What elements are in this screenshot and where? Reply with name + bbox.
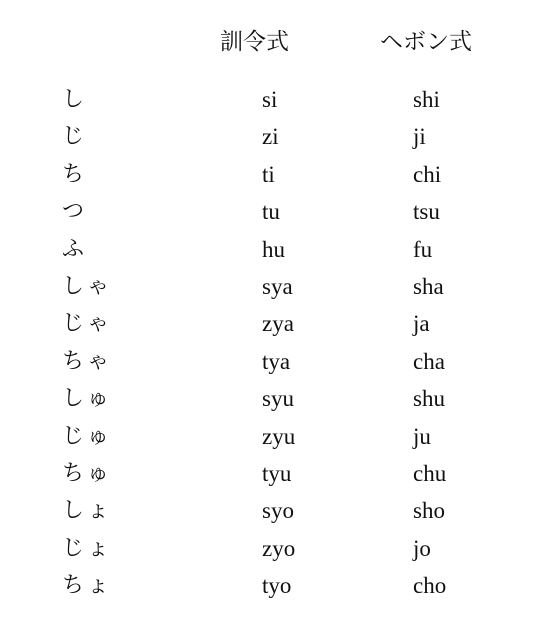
kana-cell: じゅ — [62, 423, 113, 449]
kunrei-cell: si — [262, 87, 278, 112]
hepburn-cell: chu — [413, 460, 447, 486]
hepburn-cell: jo — [413, 535, 431, 561]
hepburn-cell: ji — [413, 124, 426, 150]
hepburn-cell: fu — [413, 236, 433, 262]
kunrei-cell: ti — [262, 161, 275, 187]
hepburn-cell: cho — [413, 573, 447, 599]
table-row — [0, 305, 550, 342]
kana-cell: じゃ — [62, 311, 113, 337]
kana-cell: ちょ — [62, 573, 113, 599]
table-row — [0, 380, 550, 417]
kunrei-cell: tya — [262, 348, 291, 374]
hepburn-cell: cha — [413, 348, 445, 374]
kana-cell: しゅ — [62, 386, 113, 412]
kunrei-cell: zyo — [262, 535, 296, 561]
kana-cell: しょ — [62, 498, 113, 524]
kunrei-cell: tyo — [262, 573, 292, 599]
hepburn-column-header: ヘボン式 — [380, 29, 472, 54]
kana-cell: ふ — [62, 236, 88, 262]
table-row — [0, 231, 550, 268]
hepburn-cell: chi — [413, 161, 442, 187]
table-row — [0, 567, 550, 604]
table-row — [0, 492, 550, 529]
hepburn-cell: sha — [413, 273, 444, 299]
table-row — [0, 193, 550, 230]
kana-cell: じょ — [62, 535, 113, 561]
table-row — [0, 418, 550, 455]
kunrei-cell: hu — [262, 236, 285, 262]
table-row — [0, 268, 550, 305]
hepburn-cell: sho — [413, 498, 445, 524]
table-header — [0, 24, 550, 60]
kunrei-cell: syu — [262, 386, 294, 412]
kana-cell: ちゅ — [62, 460, 113, 486]
kana-cell: ち — [62, 161, 88, 187]
kunrei-cell: zi — [262, 124, 279, 150]
hepburn-cell: ju — [413, 423, 431, 449]
kunrei-cell: zya — [262, 311, 294, 337]
table-row — [0, 343, 550, 380]
hepburn-cell: shu — [413, 386, 445, 412]
kunrei-cell: syo — [262, 498, 294, 524]
table-row — [0, 530, 550, 567]
kunrei-cell: tu — [262, 199, 280, 225]
kana-cell: つ — [62, 199, 88, 225]
table-row — [0, 156, 550, 193]
kunrei-column-header: 訓令式 — [220, 29, 289, 54]
table-row — [0, 81, 550, 118]
kana-cell: し — [62, 87, 88, 112]
table-row — [0, 118, 550, 155]
hepburn-cell: shi — [413, 87, 440, 112]
kana-cell: ちゃ — [62, 348, 113, 374]
kana-cell: しゃ — [62, 273, 113, 299]
hepburn-cell: tsu — [413, 199, 440, 225]
kunrei-cell: tyu — [262, 460, 292, 486]
kana-cell: じ — [62, 124, 88, 150]
table-row — [0, 455, 550, 492]
hepburn-cell: ja — [413, 311, 430, 337]
kunrei-cell: zyu — [262, 423, 296, 449]
kunrei-cell: sya — [262, 273, 293, 299]
table-body — [0, 81, 550, 604]
